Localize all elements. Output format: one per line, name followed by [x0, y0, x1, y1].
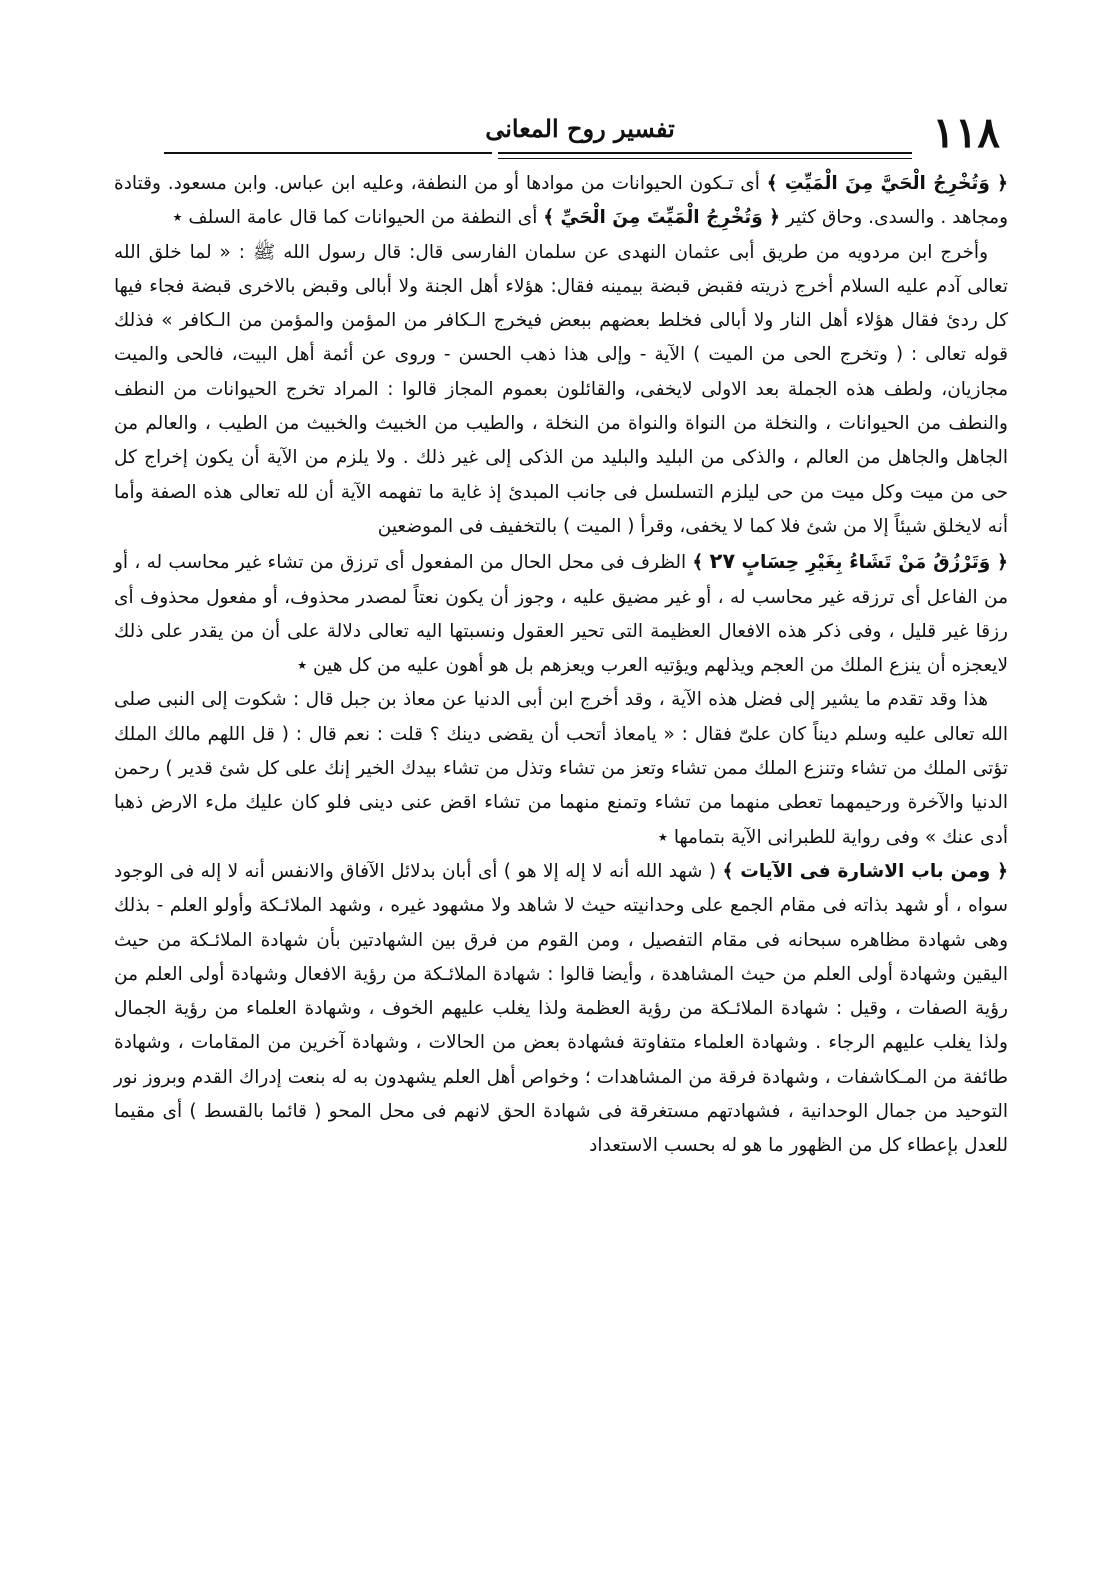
header-rule-left: [164, 152, 492, 154]
commentary-text: وأخرج ابن مردويه من طريق أبى عثمان النهدى عن سلمان الفارسى قال: قال رسول الله ﷺ : « لما خلق الله تعالى آدم عليه السلام أخرج ذريته فقبض قبضة بيمينه فقال: هؤلاء أهل الجنة ولا أبالى وقبض بالاخرى قبضة فجاء فيها كل ردئ فقال هؤلاء أهل النار ولا أبالى فخلط بعضهم ببعض فيخرج الـكافر من المؤمن والمؤمن من الـكافر » فذلك قوله تعالى : ( وتخرج الحى من الميت ) الآية - وإلى هذا ذهب الحسن - وروى عن أئمة أهل البيت، فالحى والميت مجازيان، ولطف هذه الجملة بعد الاولى لايخفى، والقائلون بعموم المجاز قالوا : المراد تخرج الحيوانات من النطف والنطف من الحيوانات ، والنخلة من النواة والنواة من النخلة ، والطيب من الخبيث والخبيث من الطيب ، والعالم من الجاهل والجاهل من العالم ، والذكى من البليد والبليد من الذكى إلى غير ذلك . ولا يلزم من الآية أن يكون إخراج كل حى من ميت وكل ميت من حى ليلزم التسلسل فى جانب المبدئ إذ غاية ما تفهمه الآية أن لله تعالى هذه الصفة وأما أنه لايخلق شيئاً إلا من شئ فلا كما لا يخفى، وقرأ ( الميت ) بالتخفيف فى الموضعين: [114, 241, 1008, 537]
quran-verse-quote: ﴿ وَتَرْزُقُ مَنْ تَشَاءُ بِغَيْرِ حِسَابٍ: [741, 552, 1008, 574]
quran-verse-quote: ﴿ وَتُخْرِجُ الْحَيَّ مِنَ الْمَيِّتِ ﴾: [766, 173, 1008, 194]
header-rule-thin: [498, 158, 912, 159]
page-number: ١١٨: [932, 108, 1000, 157]
commentary-text: هذا وقد تقدم ما يشير إلى فضل هذه الآية ، وقد أخرج ابن أبى الدنيا عن معاذ بن جبل قال : شكوت إلى النبى صلى الله تعالى عليه وسلم ديناً كان علىّ فقال : « يامعاذ أتحب أن يقضى دينك ؟ قلت : نعم قال : ( قل اللهم مالك الملك تؤتى الملك من تشاء وتنزع الملك ممن تشاء وتعز من تشاء وتذل من تشاء بيدك الخير إنك على كل شئ قدير ) رحمن الدنيا والآخرة ورحيمهما تعطى منهما من تشاء وتمنع منهما من تشاء اقض عنى دينى فلو كان عليك ملء الارض ذهبا أدى عنك » وفى رواية للطبرانى الآية بتمامها ٭: [114, 689, 1008, 848]
commentary-text: أى النطفة من الحيوانات كما قال عامة السلف ٭: [172, 207, 544, 229]
commentary-text: أى تـكون الحيوانات من موادها أو من النطفة، وعليه ابن عباس. وابن مسعود. وقتادة ومجاهد . والسدى. وحاق كثير: [114, 173, 1008, 229]
paragraph-ishara: [114, 855, 1008, 1164]
page-header: [100, 108, 1020, 157]
quran-verse-quote: ﴿ وَتُخْرِجُ الْمَيِّتَ مِنَ الْحَيِّ ﴾: [543, 207, 780, 229]
quran-bracket-close: ﴾: [692, 552, 704, 574]
running-title: تفسير روح المعانى: [485, 114, 675, 143]
section-heading: ﴿ ومن باب الاشارة فى الآيات ﴾: [722, 860, 1008, 882]
paragraph-verse-27: [114, 544, 1008, 683]
paragraph-hadith-muadh: [114, 683, 1008, 854]
header-rule: [498, 152, 912, 154]
paragraph-verse-26b: [114, 167, 1008, 236]
paragraph-hadith-salman: [114, 236, 1008, 545]
commentary-text: الظرف فى محل الحال من المفعول أى ترزق من تشاء غير محاسب له ، أو من الفاعل أى ترزقه غير محاسب له ، أو غير مضيق عليه ، وجوز أن يكون نعتاً لمصدر محذوف، أو مفعول محذوف أى رزقا غير قليل ، وفى ذكر هذه الافعال العظيمة التى تحير العقول ونسبتها اليه تعالى دلالة على أن من يقدر على ذلك لايعجزه أن ينزع الملك من العجم ويذلهم ويؤتيه العرب ويعزهم بل هو أهون عليه من كل هين ٭: [114, 552, 1008, 677]
commentary-body: [114, 167, 1008, 1164]
commentary-text: ( شهد الله أنه لا إله إلا هو ) أى أبان بدلائل الآفاق والانفس أنه لا إله فى الوجود سواه ، أو شهد بذاته فى مقام الجمع على وحدانيته حيث لا شاهد ولا مشهود غيره ، وشهد الملائـكة وأولو العلم - بذلك وهى شهادة مظاهره سبحانه فى مقام التفصيل ، ومن القوم من فرق بين الشهادتين بأن شهادة الملائـكة من حيث اليقين وشهادة أولى العلم من حيث المشاهدة ، وأيضا قالوا : شهادة الملائـكة من رؤية الافعال وشهادة أولى العلم من رؤية الصفات ، وقيل : شهادة الملائـكة من رؤية العظمة ولذا يغلب عليهم الخوف ، وشهادة العلماء من رؤية الجمال ولذا يغلب عليهم الرجاء . وشهادة العلماء متفاوتة فشهادة بعض من الحالات ، وشهادة آخرين من المقامات ، وشهادة طائفة من المـكاشفات ، وشهادة فرقة من المشاهدات ؛ وخواص أهل العلم يشهدون به له بنعت إدراك القدم وبروز نور التوحيد من جمال الوحدانية ، فشهادتهم مستغرقة فى شهادة الحق لانهم فى محل المحو ( قائما بالقسط ) أى مقيما للعدل بإعطاء كل من الظهور ما هو له بحسب الاستعداد: [114, 860, 1008, 1157]
verse-number: ٢٧: [709, 549, 736, 574]
